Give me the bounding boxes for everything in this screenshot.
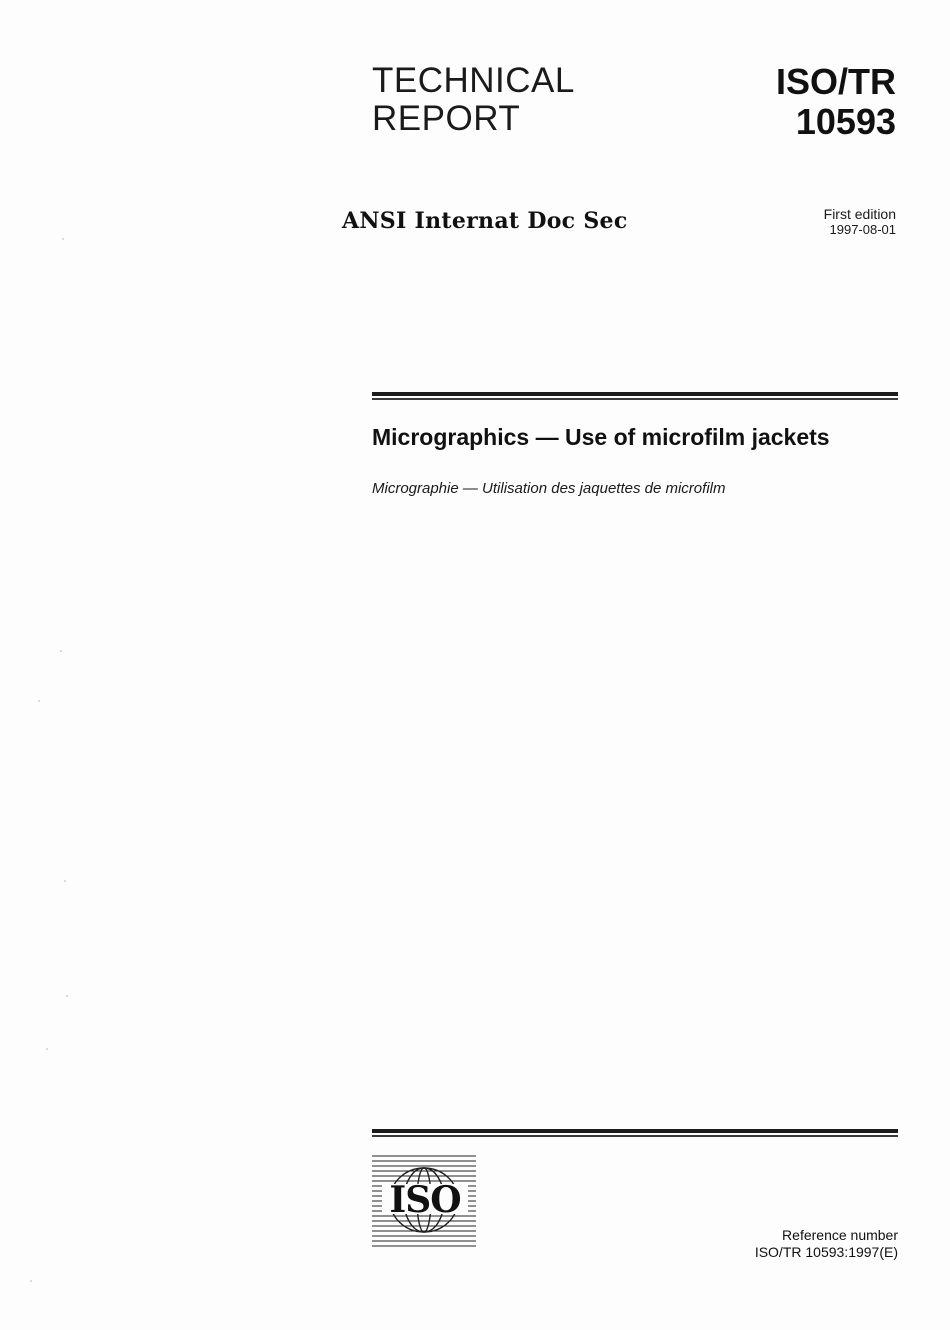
title-english: Micrographics — Use of microfilm jackets — [372, 424, 830, 450]
iso-logo-text: ISO — [389, 1179, 461, 1221]
ansi-stamp: ANSI Internat Doc Sec — [342, 208, 628, 234]
edition-label: First edition — [823, 206, 896, 222]
title-rule-top — [372, 392, 898, 400]
document-designation — [776, 62, 896, 142]
scan-speck — [46, 1048, 48, 1050]
scan-speck — [30, 1280, 32, 1282]
scan-speck — [62, 238, 64, 240]
document-type-line2: REPORT — [372, 99, 521, 138]
reference-label: Reference number — [782, 1227, 898, 1243]
reference-number: ISO/TR 10593:1997(E) — [754, 1244, 898, 1260]
designation-line1: ISO/TR — [775, 61, 896, 102]
designation-line2: 10593 — [795, 101, 896, 142]
edition-block — [824, 206, 896, 237]
scan-speck — [60, 650, 62, 652]
document-type — [372, 62, 575, 138]
scan-speck — [38, 700, 40, 702]
document-type-line1: TECHNICAL — [372, 61, 575, 100]
title-french: Micrographie — Utilisation des jaquettes de microfilm — [372, 480, 726, 497]
scan-speck — [66, 995, 68, 997]
iso-logo — [372, 1150, 480, 1250]
reference-block — [755, 1227, 898, 1261]
footer-rule — [372, 1129, 898, 1137]
edition-date: 1997-08-01 — [829, 222, 896, 237]
scan-speck — [64, 880, 66, 882]
